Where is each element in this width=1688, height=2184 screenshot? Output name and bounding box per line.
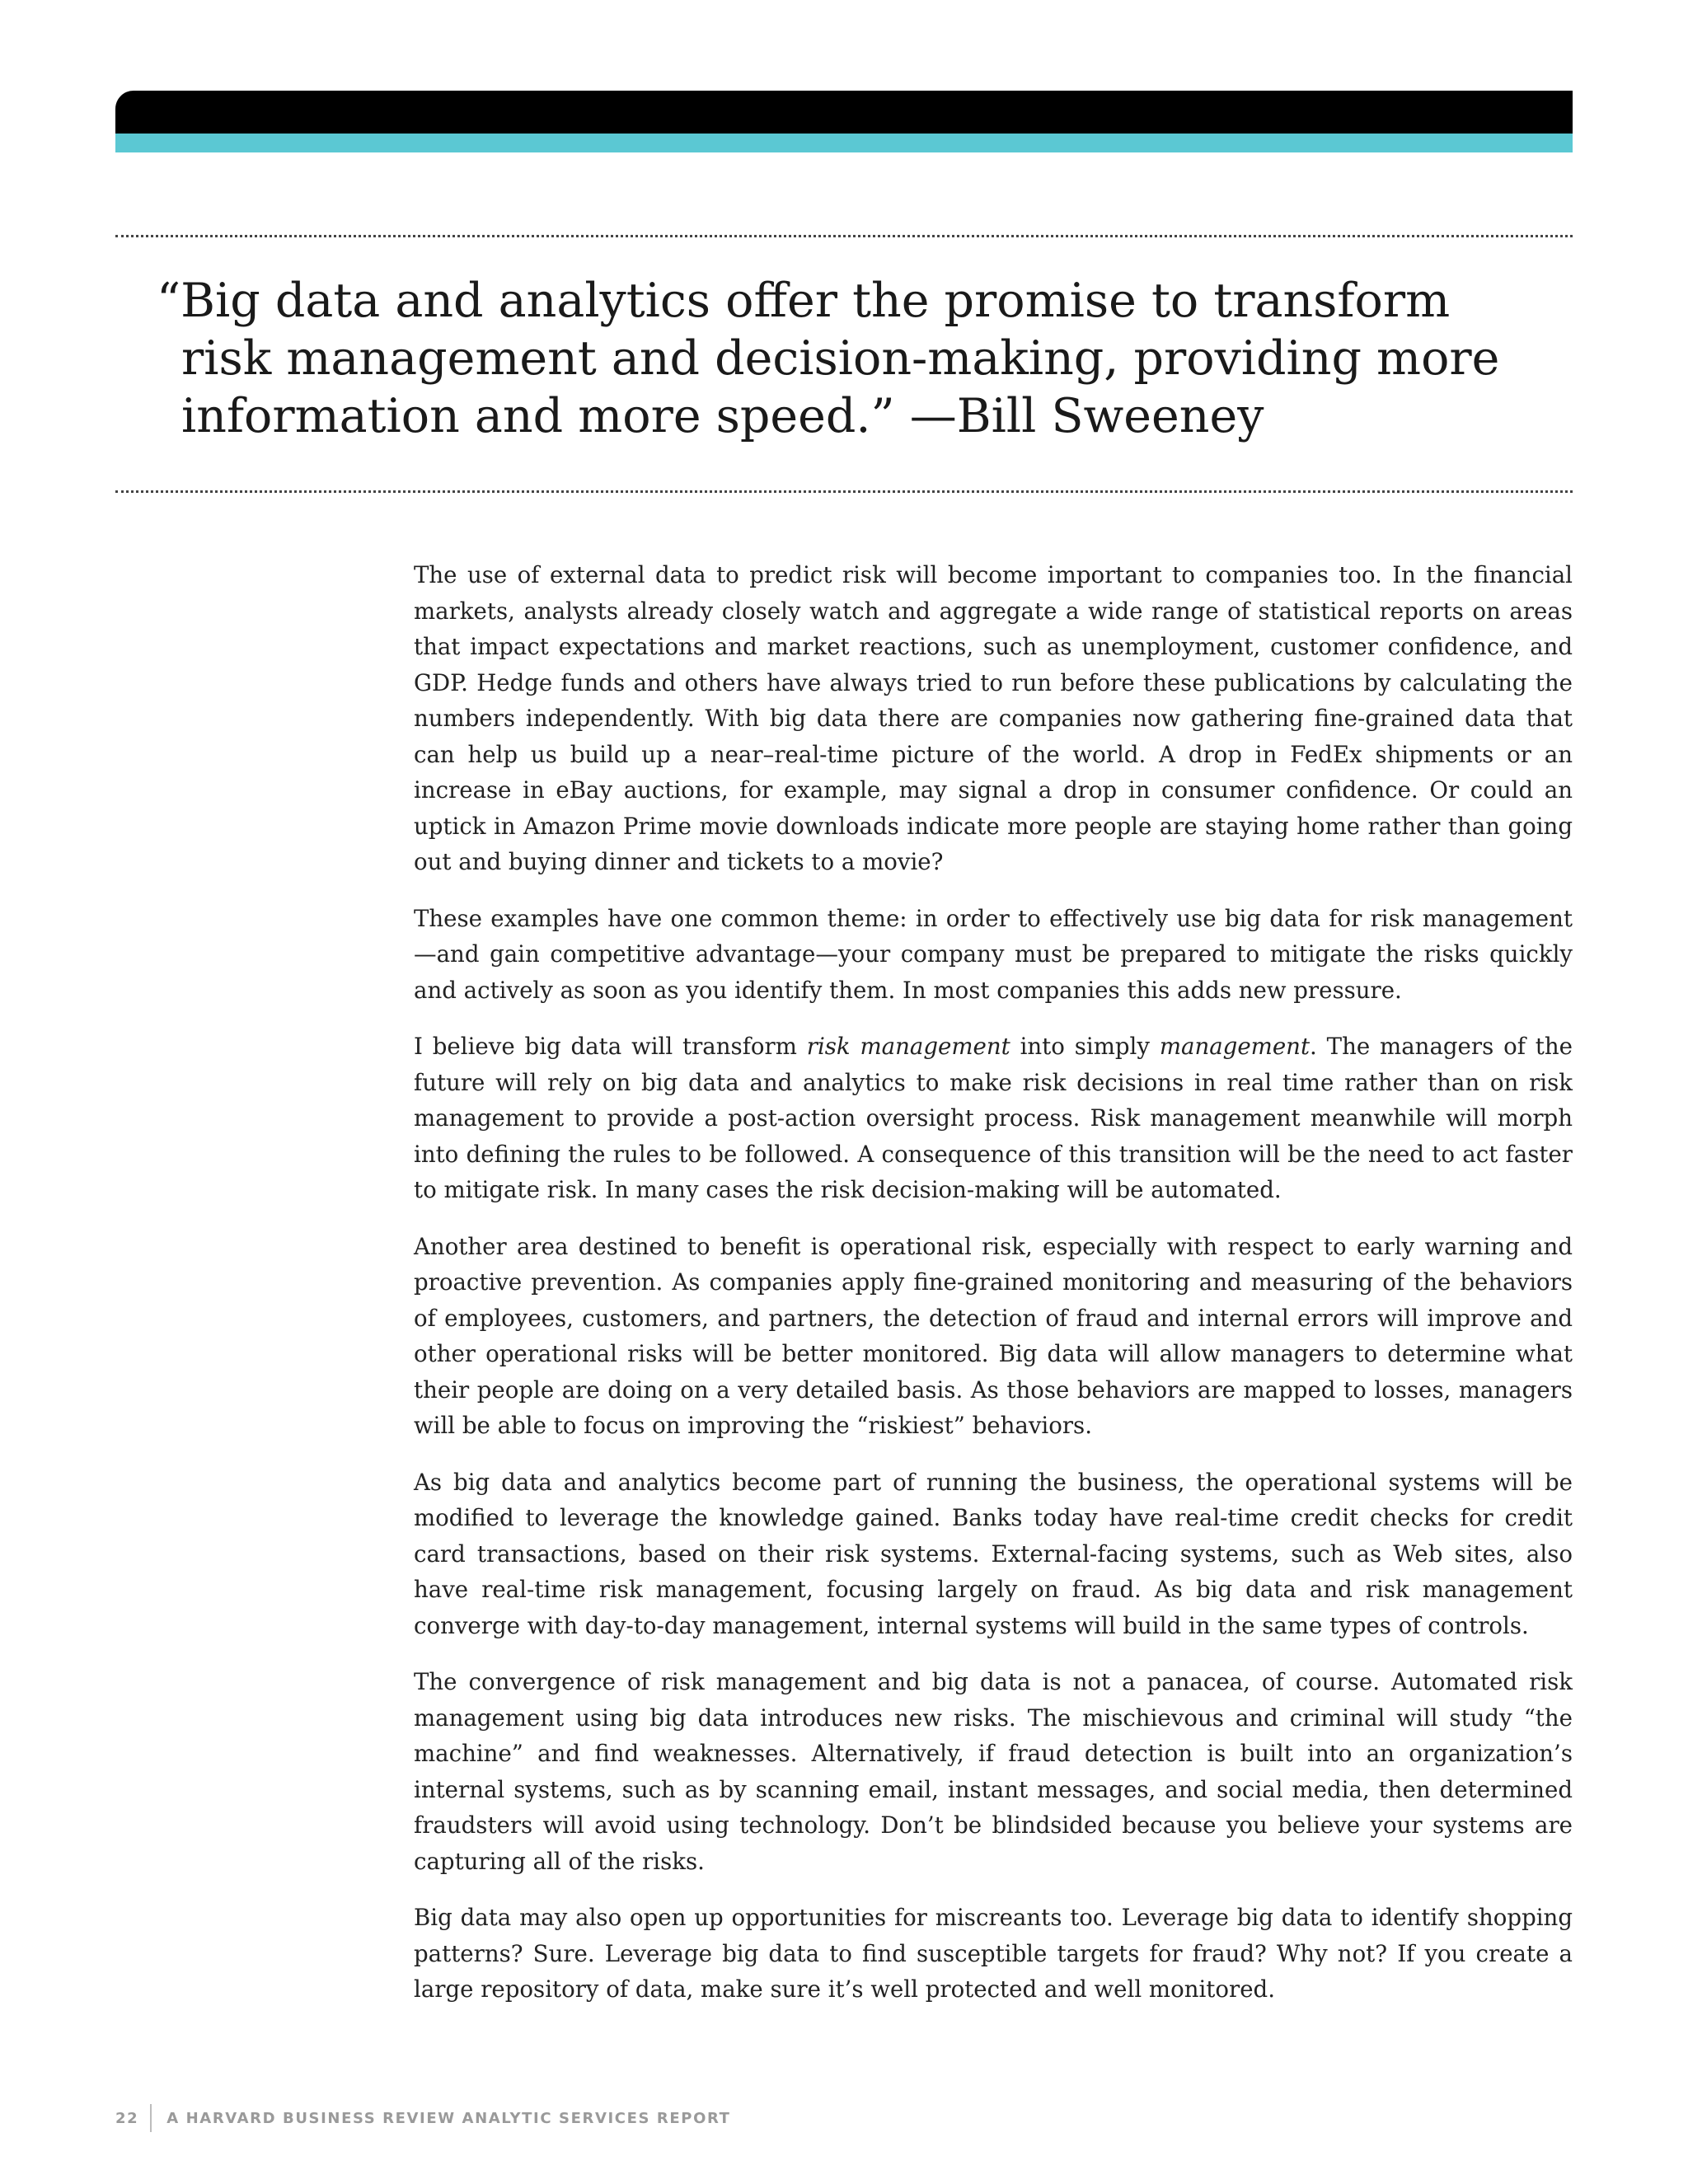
body-paragraph-6: The convergence of risk management and big data is not a panacea, of course. Automated risk management using big data introduces new risks. The mischievous and criminal will study “the machine” and find weaknesses. Alternatively, if fraud detection is built into an organization’s internal systems, such as by scanning email, instant messages, and social media, then determined fraudsters will avoid using technology. Don’t be blindsided because you believe your systems are capturing all of the risks. [414, 1668, 1573, 1875]
body-paragraph-3 [414, 1029, 1573, 1208]
footer-divider [150, 2104, 152, 2132]
body-paragraph-7: Big data may also open up opportunities for miscreants too. Leverage big data to identify shopping patterns? Sure. Leverage big data to find susceptible targets for fraud? Why not? If you create a large repository of data, make sure it’s well protected and well monitored. [414, 1904, 1573, 2003]
emphasis-management: management [1159, 1033, 1311, 1060]
pull-quote [157, 272, 1500, 445]
page-number: 22 [115, 2109, 139, 2127]
body-paragraph-3-part-b: into simply [1010, 1033, 1160, 1060]
page-footer [115, 2102, 731, 2135]
header-band-black [115, 91, 1573, 134]
pull-quote-top-rule [115, 235, 1573, 237]
header-color-band [115, 91, 1573, 152]
pull-quote-bottom-rule [115, 490, 1573, 493]
body-paragraph-3-part-a: I believe big data will transform [414, 1033, 807, 1060]
body-paragraph-1: The use of external data to predict risk will become important to companies too. In the financial markets, analysts already closely watch and aggregate a wide range of statistical reports on areas that impact expectations and market reactions, such as unemployment, customer confidence, and GDP. Hedge funds and others have always tried to run before these publications by calculating the numbers independently. With big data there are companies now gathering fine-grained data that can help us build up a near–real-time picture of the world. A drop in FedEx shipments or an increase in eBay auctions, for example, may signal a drop in consumer confidence. Or could an uptick in Amazon Prime movie downloads indicate more people are staying home rather than going out and buying dinner and tickets to a movie? [414, 561, 1573, 875]
body-paragraph-2: These examples have one common theme: in order to effectively use big data for risk management—and gain competitive advantage—your company must be prepared to mitigate the risks quickly and actively as soon as you identify them. In most companies this adds new pressure. [414, 904, 1573, 1004]
body-paragraph-4: Another area destined to benefit is operational risk, especially with respect to early warning and proactive prevention. As companies apply fine-grained monitoring and measuring of the behaviors of employees, customers, and partners, the detection of fraud and internal errors will improve and other operational risks will be better monitored. Big data will allow managers to determine what their people are doing on a very detailed basis. As those behaviors are mapped to losses, managers will be able to focus on improving the “riskiest” behaviors. [414, 1232, 1573, 1439]
body-paragraph-3-part-c: . The managers of the future will rely on big data and analytics to make risk decisions in real time rather than on risk management to provide a post-action oversight process. Risk management meanwhile will morph into defining the rules to be followed. A consequence of this transition will be the need to act faster to mitigate risk. In many cases the risk decision-making will be automated. [414, 1033, 1573, 1203]
report-name: A HARVARD BUSINESS REVIEW ANALYTIC SERVICES REPORT [166, 2109, 731, 2127]
pull-quote-line-2: risk management and decision-making, providing more [181, 331, 1500, 386]
emphasis-risk-management: risk management [806, 1033, 1010, 1060]
header-band-teal [115, 134, 1573, 152]
article-body [414, 557, 1573, 2028]
pull-quote-line-3: information and more speed.” —Bill Sweeney [181, 389, 1264, 443]
pull-quote-line-1: “Big data and analytics offer the promise to transform [157, 274, 1451, 328]
body-paragraph-5: As big data and analytics become part of running the business, the operational systems will be modified to leverage the knowledge gained. Banks today have real-time credit checks for credit card transactions, based on their risk systems. External-facing systems, such as Web sites, also have real-time risk management, focusing largely on fraud. As big data and risk management converge with day-to-day management, internal systems will build in the same types of controls. [414, 1468, 1573, 1639]
